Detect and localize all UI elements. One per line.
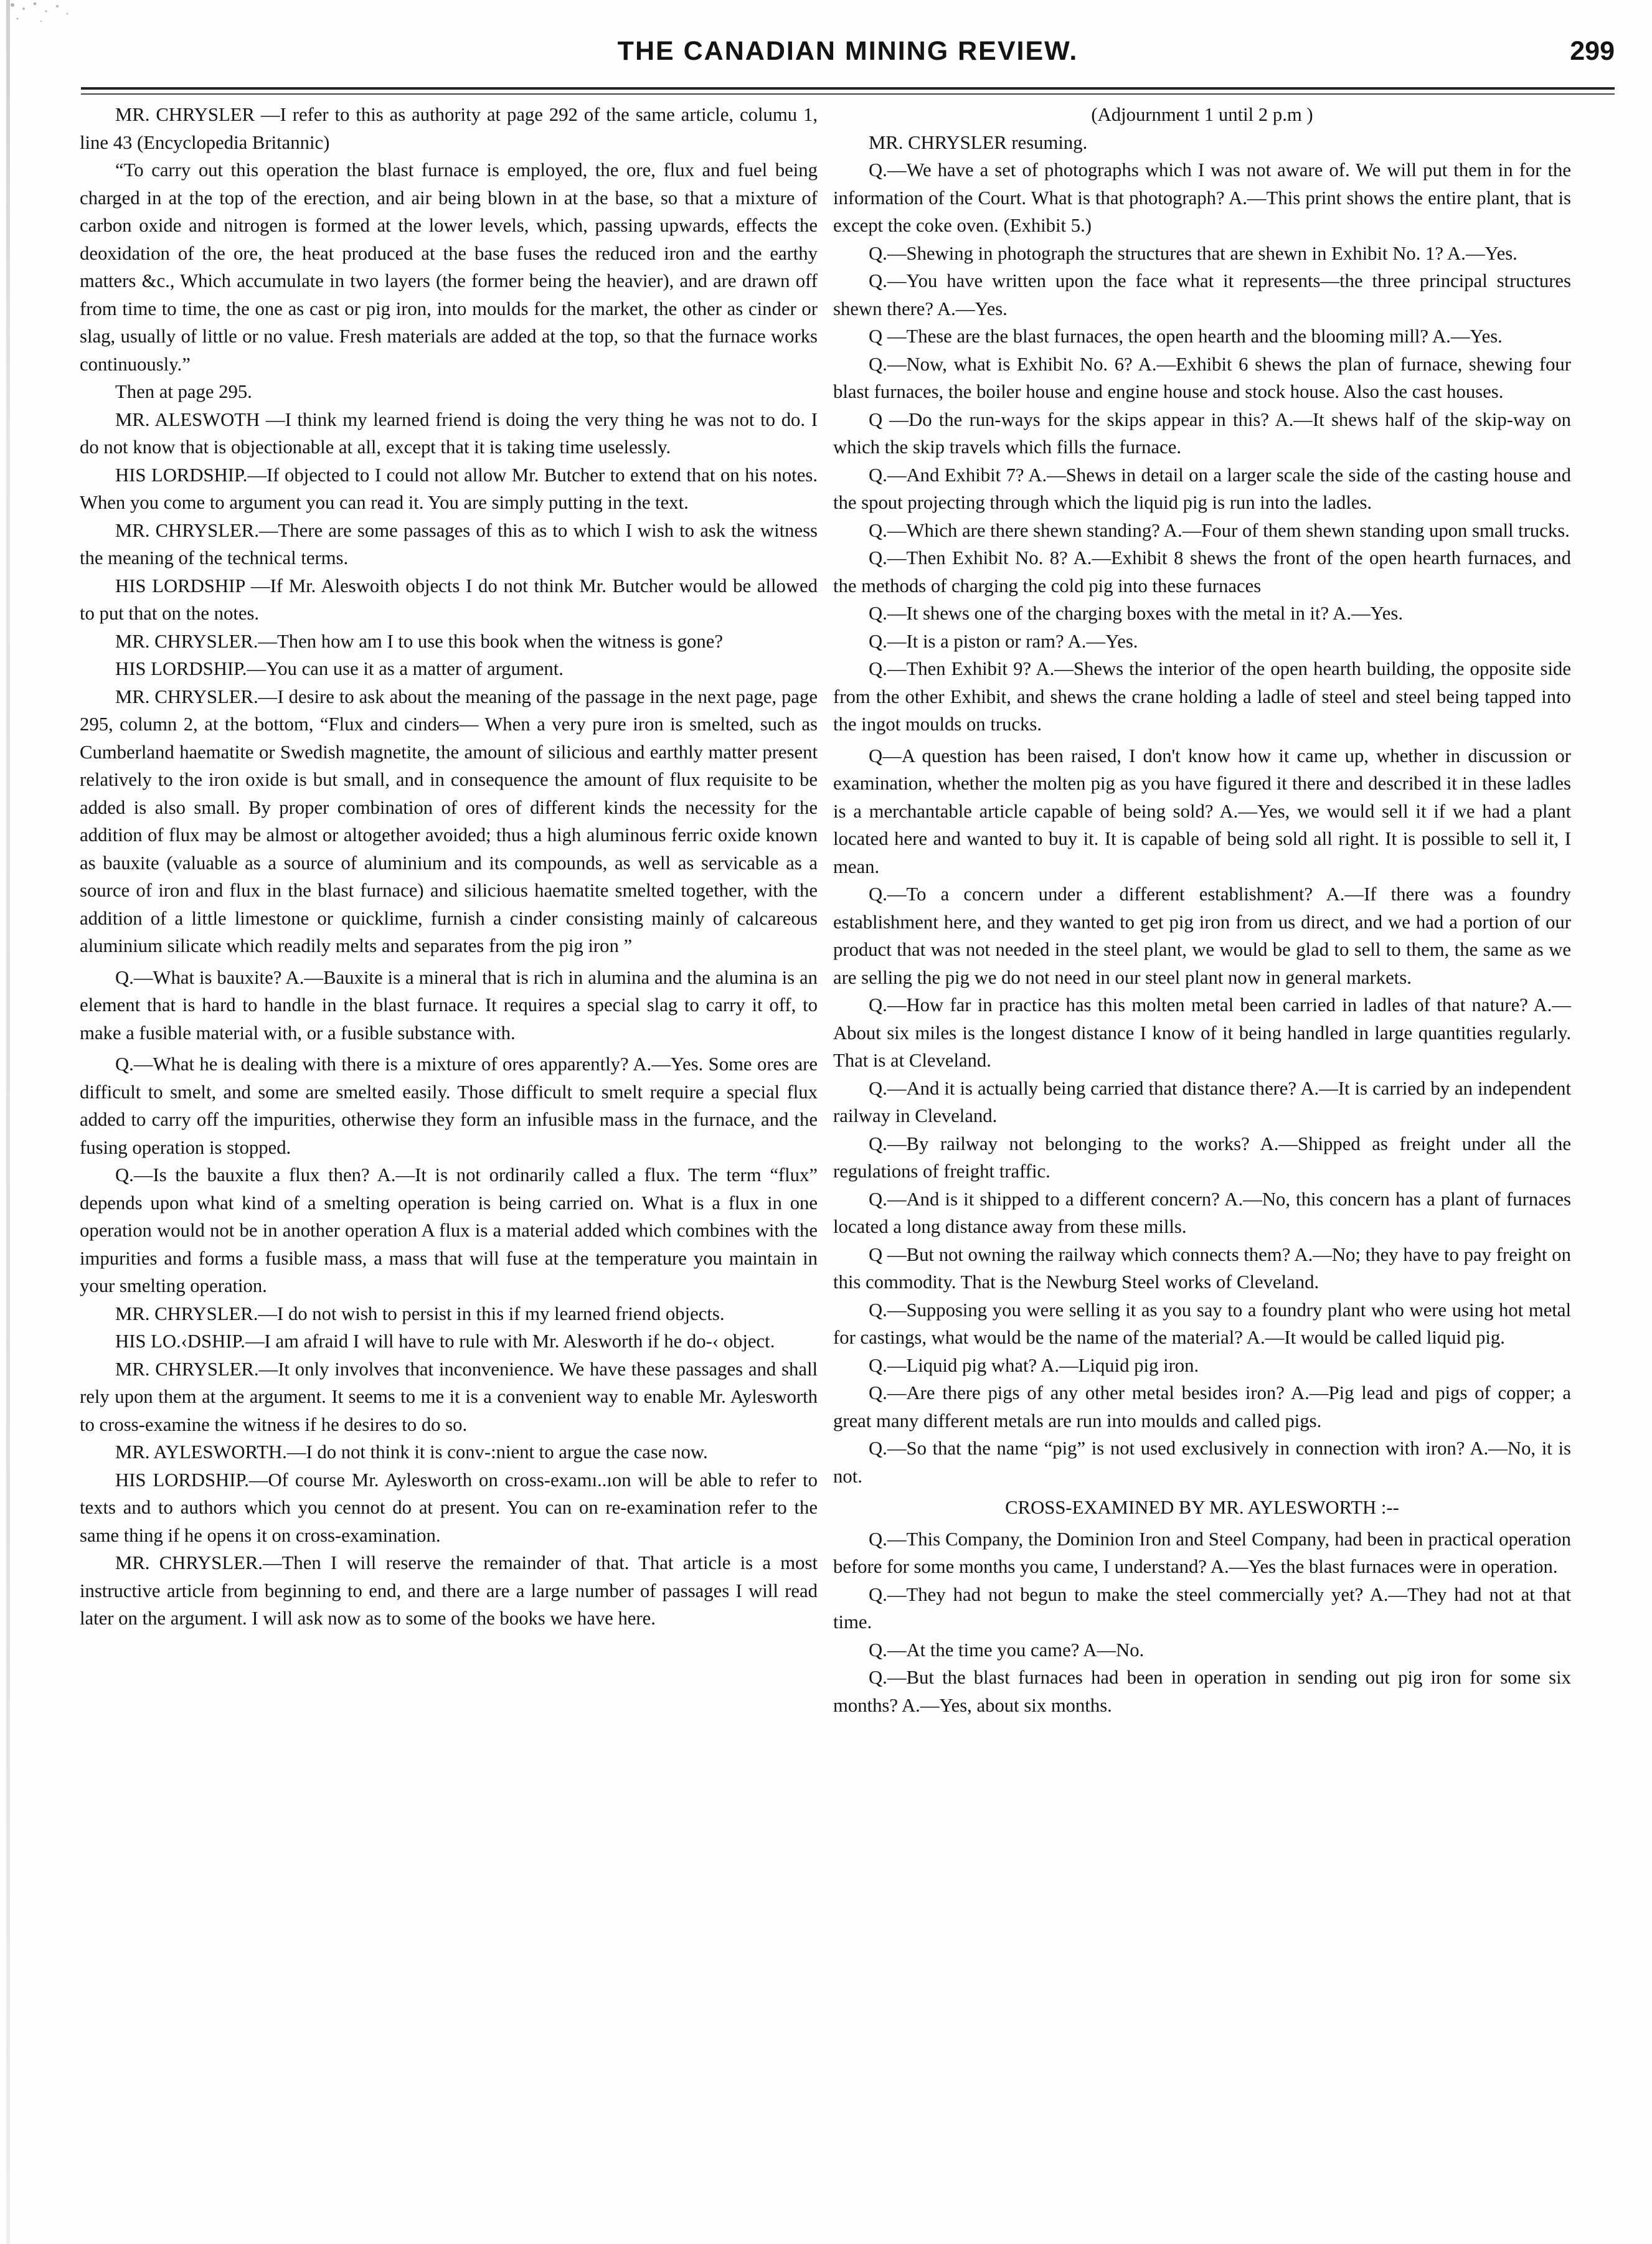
right-column-paragraph: Q.—We have a set of photographs which I was not aware of. We will put them in for the information of the Court. What is that photograph? A.—This print shows the entire plant, that is except the coke oven. (Exhibit 5.) — [833, 159, 1571, 236]
left-column-paragraph: Q.—What is bauxite? A.—Bauxite is a mineral that is rich in alumina and the alumina is an element that is hard to handle in the blast furnace. It requires a special slag to carry it off, to make a fusible material with, or a fusible substance with. — [80, 966, 818, 1044]
left-column-paragraph: MR. CHRYSLER.—I desire to ask about the meaning of the passage in the next page, page 295, column 2, at the bottom, “Flux and cinders— When a very pure iron is smelted, such as Cumberland haematite or Swedish magnetite, the amount of silicious and earthly matter present relatively to the iron oxide is but small, and in consequence the amount of flux requisite to be added is also small. By proper combination of ores of different kinds the necessity for the addition of flux may be almost or altogether avoided; thus a high aluminous ferric oxide known as bauxite (valuable as a source of aluminium and its compounds, as well as servicable as a source of iron and flux in the blast furnace) and silicious haematite smelted together, with the addition of a little limestone or quicklime, furnish a cinder consisting mainly of calcareous aluminium silicate which readily melts and separates from the pig iron ” — [80, 686, 818, 956]
left-column-paragraph: MR. CHRYSLER —I refer to this as authority at page 292 of the same article, columu 1, line 43 (Encyclopedia Britannic) — [80, 104, 818, 153]
right-column-paragraph: Q.—By railway not belonging to the works? A.—Shipped as freight under all the regulations of freight traffic. — [833, 1133, 1571, 1182]
left-column-paragraph: HIS LORDSHIP —If Mr. Aleswoith objects I do not think Mr. Butcher would be allowed to put that on the notes. — [80, 575, 818, 624]
left-column-paragraph: Q.—What he is dealing with there is a mixture of ores apparently? A.—Yes. Some ores are difficult to smelt, and some are smelted easily. Those difficult to smelt require a special flux added to carry off the impurities, otherwise they form an infusible mass in the furnace, and the fusing operation is stopped. — [80, 1054, 818, 1158]
header-rule-thin — [81, 93, 1615, 95]
right-column-paragraph: Q.—To a concern under a different establishment? A.—If there was a foundry establishment here, and they wanted to get pig iron from us direct, and we had a portion of our product that was not needed in the steel plant, we would be glad to sell to them, the same as we are selling the pig we do not need in our steel plant now in general markets. — [833, 884, 1571, 988]
right-column-paragraph: Q.—This Company, the Dominion Iron and Steel Company, had been in practical operation before for some months you came, I understand? A.—Yes the blast furnaces were in operation. — [833, 1528, 1571, 1577]
left-column-paragraph: HIS LO.‹DSHIP.—I am afraid I will have to rule with Mr. Alesworth if he do-‹ object. — [115, 1331, 775, 1352]
left-column-paragraph: MR. AYLESWORTH.—I do not think it is conv-:nient to argue the case now. — [115, 1441, 708, 1463]
right-column-paragraph: Q.—Are there pigs of any other metal besides iron? A.—Pig lead and pigs of copper; a great many different metals are run into moulds and called pigs. — [833, 1382, 1571, 1431]
right-column-paragraph: Q —But not owning the railway which connects them? A.—No; they have to pay freight on this commodity. That is the Newburg Steel works of Cleveland. — [833, 1243, 1571, 1293]
right-column-paragraph: Q.—So that the name “pig” is not used exclusively in connection with iron? A.—No, it is not. — [833, 1438, 1571, 1487]
page-number: 299 — [1570, 36, 1615, 66]
right-column-paragraph: Q.—Then Exhibit 9? A.—Shews the interior of the open hearth building, the opposite side from the other Exhibit, and shews the crane holding a ladle of steel and steel being tapped into the ingot moulds on trucks. — [833, 658, 1571, 735]
right-column-paragraph: Q.—It is a piston or ram? A.—Yes. — [869, 630, 1138, 652]
left-column-paragraph: HIS LORDSHIP.—You can use it as a matter of argument. — [115, 658, 564, 679]
left-column-paragraph: MR. ALESWOTH —I think my learned friend is doing the very thing he was not to do. I do not know that is objectionable at all, except that it is taking time uselessly. — [80, 408, 818, 458]
right-column-paragraph: Q.—At the time you came? A—No. — [869, 1639, 1145, 1661]
right-column-paragraph: Q.—You have written upon the face what it represents—the three principal structures shewn there? A.—Yes. — [833, 270, 1571, 319]
left-column-paragraph: Q.—Is the bauxite a flux then? A.—It is not ordinarily called a flux. The term “flux” depends upon what kind of a smelting operation is being carried on. What is a flux in one operation would not be in another operation A flux is a material added which combines with the impurities and forms a fusible mass, a mass that will fuse at the temperature you maintain in your smelting operation. — [80, 1164, 818, 1296]
left-column — [80, 101, 818, 1633]
right-column-paragraph: Q.—It shews one of the charging boxes with the metal in it? A.—Yes. — [869, 603, 1404, 624]
header-rule-thick — [81, 87, 1615, 90]
right-column-paragraph: CROSS-EXAMINED BY MR. AYLESWORTH :-- — [1005, 1497, 1399, 1518]
right-column-paragraph: Q.—They had not begun to make the steel commercially yet? A.—They had not at that time. — [833, 1583, 1571, 1633]
scan-speckle — [5, 0, 92, 50]
left-column-paragraph: HIS LORDSHIP.—If objected to I could not allow Mr. Butcher to extend that on his notes. When you come to argument you can read it. You are simply putting in the text. — [80, 464, 818, 513]
right-column-paragraph: Q.—And it is actually being carried that distance there? A.—It is carried by an independent railway in Cleveland. — [833, 1077, 1571, 1126]
scan-margin-streak — [6, 0, 10, 2244]
left-column-paragraph: MR. CHRYSLER.—There are some passages of this as to which I wish to ask the witness the meaning of the technical terms. — [80, 519, 818, 568]
right-column-paragraph: Q.—And Exhibit 7? A.—Shews in detail on a larger scale the side of the casting house and the spout projecting through which the liquid pig is run into the ladles. — [833, 464, 1571, 513]
left-column-paragraph: MR. CHRYSLER.—I do not wish to persist in this if my learned friend objects. — [115, 1303, 725, 1324]
right-column-paragraph: Q.—Shewing in photograph the structures that are shewn in Exhibit No. 1? A.—Yes. — [869, 242, 1517, 264]
left-column-paragraph: “To carry out this operation the blast furnace is employed, the ore, flux and fuel being charged in at the top of the erection, and air being blown in at the base, so that a mixture of carbon oxide and nitrogen is formed at the lower levels, which, passing upwards, effects the deoxidation of the ore, the heat produced at the base fuses the reduced iron and the earthy matters &c., Which accumulate in two layers (the former being the heavier), and are drawn off from time to time, the one as cast or pig iron, into moulds for the market, the other as cinder or slag, usually of little or no value. Fresh materials are added at the top, so that the furnace works continuously.” — [80, 159, 818, 375]
right-column-paragraph: Q.—How far in practice has this molten metal been carried in ladles of that nature? A.—About six miles is the longest distance I know of it being handled in large quantities regularly. That is at Cleveland. — [833, 994, 1571, 1071]
right-column-paragraph: (Adjournment 1 until 2 p.m ) — [1091, 104, 1313, 125]
right-column-paragraph: Q —Do the run-ways for the skips appear in this? A.—It shews half of the skip-way on which the skip travels which fills the furnace. — [833, 408, 1571, 458]
right-column-paragraph: Q.—And is it shipped to a different concern? A.—No, this concern has a plant of furnaces located a long distance away from these mills. — [833, 1188, 1571, 1237]
right-column-paragraph: MR. CHRYSLER resuming. — [869, 131, 1088, 153]
left-column-paragraph: MR. CHRYSLER.—Then I will reserve the remainder of that. That article is a most instructive article from beginning to end, and there are a large number of passages I will read later on the argument. I will ask now as to some of the books we have here. — [80, 1552, 818, 1629]
right-column-paragraph: Q.—Supposing you were selling it as you say to a foundry plant who were using hot metal for castings, what would be the name of the material? A.—It would be called liquid pig. — [833, 1299, 1571, 1348]
right-column-paragraph: Q—A question has been raised, I don't know how it came up, whether in discussion or examination, whether the molten pig as you have figured it there and described it in these ladles is a merchantable article capable of being sold? A.—Yes, we would sell it if we had a plant located here and wanted to buy it. It is capable of being sold all right. It is possible to sell it, I mean. — [833, 745, 1571, 877]
right-column-paragraph: Q —These are the blast furnaces, the open hearth and the blooming mill? A.—Yes. — [869, 326, 1503, 347]
right-column — [833, 101, 1571, 1719]
left-column-paragraph: MR. CHRYSLER.—Then how am I to use this book when the witness is gone? — [115, 630, 723, 652]
right-column-paragraph: Q.—Which are there shewn standing? A.—Four of them shewn standing upon small trucks. — [869, 519, 1570, 541]
running-title: THE CANADIAN MINING REVIEW. — [617, 36, 1079, 66]
left-column-paragraph: MR. CHRYSLER.—It only involves that inconvenience. We have these passages and shall rely upon them at the argument. It seems to me it is a convenient way to enable Mr. Aylesworth to cross-examine the witness if he desires to do so. — [80, 1358, 818, 1435]
page-header — [81, 36, 1615, 75]
left-column-paragraph: HIS LORDSHIP.—Of course Mr. Aylesworth on cross-examı..ıon will be able to refer to texts and to authors which you cennot do at present. You can on re-examination refer to the same thing if he opens it on cross-examination. — [80, 1469, 818, 1546]
right-column-paragraph: Q.—Now, what is Exhibit No. 6? A.—Exhibit 6 shews the plan of furnace, shewing four blast furnaces, the boiler house and engine house and stock house. Also the cast houses. — [833, 353, 1571, 402]
left-column-paragraph: Then at page 295. — [115, 381, 252, 402]
right-column-paragraph: Q.—But the blast furnaces had been in operation in sending out pig iron for some six months? A.—Yes, about six months. — [833, 1667, 1571, 1716]
right-column-paragraph: Q.—Liquid pig what? A.—Liquid pig iron. — [869, 1354, 1199, 1376]
right-column-paragraph: Q.—Then Exhibit No. 8? A.—Exhibit 8 shews the front of the open hearth furnaces, and the methods of charging the cold pig into these furnaces — [833, 547, 1571, 596]
